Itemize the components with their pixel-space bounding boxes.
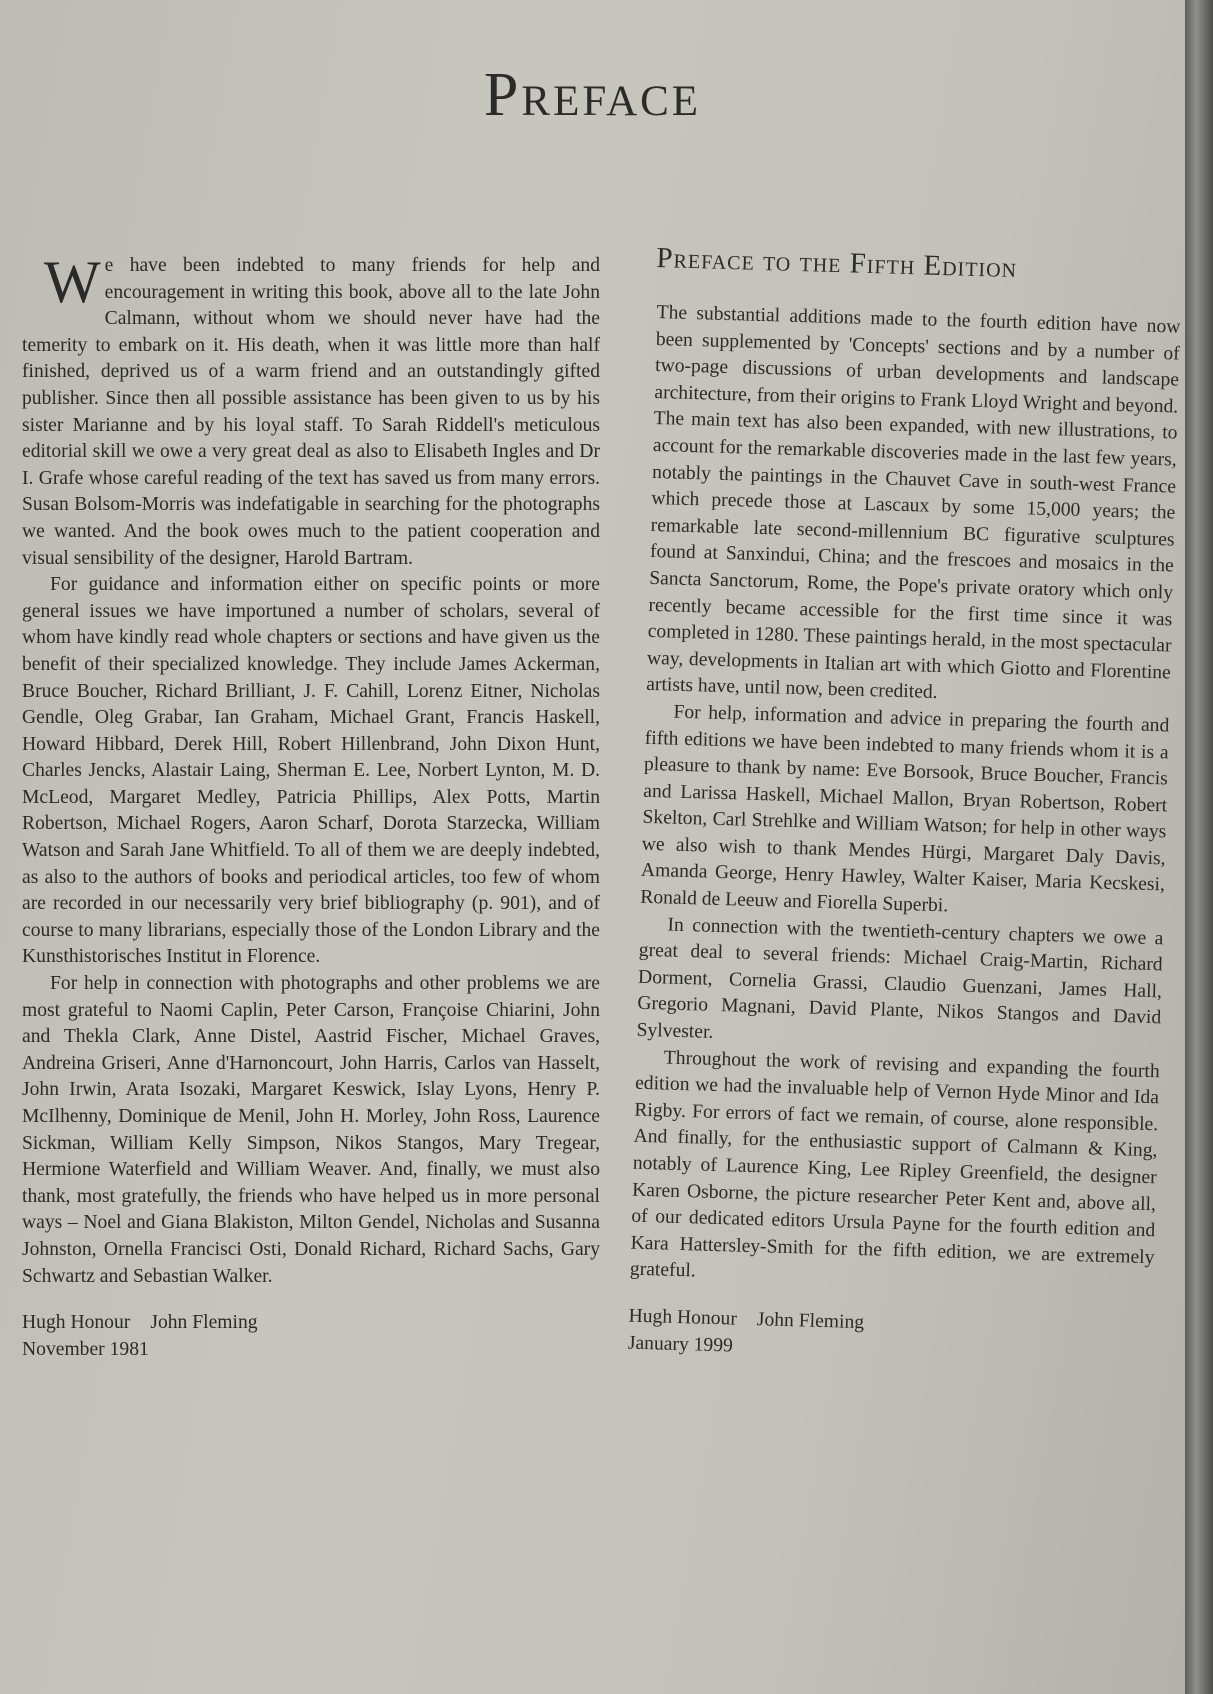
preface-paragraph-2: For guidance and information either on specific points or more general issues we have importuned a number of scholars, several of whom have kindly read whole chapters or sections and have given us the benefit of their specialized knowledge. They include James Ackerman, Bruce Boucher, Richard Brilliant, J. F. Cahill, Lorenz Eitner, Nicholas Gendle, Oleg Grabar, Ian Graham, Michael Grant, Francis Haskell, Howard Hibbard, Derek Hill, Robert Hillenbrand, John Dixon Hunt, Charles Jencks, Alastair Laing, Sherman E. Lee, Norbert Lynton, M. D. McLeod, Margaret Medley, Patricia Phillips, Alex Potts, Martin Robertson, Michael Rogers, Aaron Scharf, Dorota Starzecka, William Watson and Sarah Jane Whitfield. To all of them we are deeply indebted, as also to the authors of books and periodical articles, too few of whom are recorded in our necessarily very brief bibliography (p. 901), and of course to many librarians, especially those of the London Library and the Kunsthistorisches Institut in Florence.	[22, 574, 600, 968]
signature-author-2: John Fleming	[756, 1309, 865, 1334]
fifth-edition-paragraph-2: For help, information and advice in preparing the fourth and fifth editions we have been indebted to many friends whom it is a pleasure to thank by name: Eve Borsook, Bruce Boucher, Francis and Larissa Haskell, Michael Mallon, Bryan Robertson, Robert Skelton, Carl Strehlke and William Watson; for help in other ways we also wish to thank Mendes Hürgi, Margaret Daly Davis, Amanda George, Henry Hawley, Walter Kaiser, Maria Kecskesi, Ronald de Leeuw and Fiorella Superbi.	[640, 701, 1170, 917]
signature-author-1: Hugh Honour	[22, 1312, 131, 1334]
section-heading: Preface to the Fifth Edition	[656, 242, 1018, 285]
signature-author-1: Hugh Honour	[628, 1305, 738, 1330]
signature-date: November 1981	[22, 1338, 149, 1360]
preface-paragraph-1: We have been indebted to many friends for help and encouragement in writing this book, above all to the late John Calmann, without whom we should never have had the temerity to embark on it. His death, when it was little more than half finished, deprived us of a warm friend and an outstandingly gifted publisher. Since then all possible assistance has been given to us by his sister Marianne and by his loyal staff. To Sarah Riddell's meticulous editorial skill we owe a very great deal as also to Elisabeth Ingles and Dr I. Grafe whose careful reading of the text has saved us from many errors. Susan Bolsom-Morris was indefatigable in searching for the photographs we wanted. And the book owes much to the patient cooperation and visual sensibility of the designer, Harold Bartram.	[22, 249, 600, 569]
fifth-edition-signature	[627, 1304, 1152, 1372]
fifth-edition-column	[627, 300, 1180, 1371]
signature-date: January 1999	[627, 1332, 734, 1357]
preface-signature	[22, 1310, 600, 1363]
preface-column	[22, 249, 600, 1363]
signature-author-2: John Fleming	[150, 1312, 258, 1334]
fifth-edition-paragraph-4: Throughout the work of revising and expanding the fourth edition we had the invaluable help of Vernon Hyde Minor and Ida Rigby. For errors of fact we remain, of course, alone responsible. And finally, for the enthusiastic support of Calmann & King, notably of Laurence King, Lee Ripley Greenfield, the designer Karen Osborne, the picture researcher Peter Kent and, above all, of our dedicated editors Ursula Payne for the fourth edition and Kara Hattersley-Smith for the fifth edition, we are extremely grateful.	[629, 1047, 1160, 1282]
book-edge	[1185, 0, 1213, 1694]
fifth-edition-paragraph-3: In connection with the twentieth-century chapters we owe a great deal to several friends: Michael Craig-Martin, Richard Dorment, Cornelia Grassi, Claudio Guenzani, James Hall, Gregorio Magnani, David Plante, Nikos Stangos and David Sylvester.	[636, 914, 1164, 1043]
drop-cap: W	[44, 249, 101, 315]
page-title: Preface	[483, 61, 702, 129]
preface-paragraph-3: For help in connection with photographs and other problems we are most grateful to Naomi Caplin, Peter Carson, Françoise Chiarini, John and Thekla Clark, Anne Distel, Aastrid Fischer, Michael Graves, Andreina Griseri, Anne d'Harnoncourt, John Harris, Carlos van Hasselt, John Irwin, Arata Isozaki, Margaret Keswick, Islay Lyons, Henry P. McIlhenny, Dominique de Menil, John H. Morley, John Ross, Laurence Sickman, William Kelly Simpson, Nikos Stangos, Mary Tregear, Hermione Waterfield and William Weaver. And, finally, we must also thank, most gratefully, the friends who have helped us in more personal ways – Noel and Giana Blakiston, Milton Gendel, Nicholas and Susanna Johnston, Ornella Francisci Osti, Donald Richard, Richard Sachs, Gary Schwartz and Sebastian Walker.	[22, 973, 600, 1287]
fifth-edition-paragraph-1: The substantial additions made to the fourth edition have now been supplemented by 'Concepts' sections and by a number of two-page discussions of urban developments and landscape architecture, from their origins to Frank Lloyd Wright and beyond. The main text has also been expanded, with new illustrations, to account for the remarkable discoveries made in the last few years, notably the paintings in the Chauvet Cave in south-west France which precede those at Lascaux by some 15,000 years; the remarkable late second-millennium BC figurative sculptures found at Sanxindui, China; and the frescoes and mosaics in the Sancta Sanctorum, Rome, the Pope's private oratory which only recently became accessible for the first time since it was completed in 1280. These paintings herald, in the most spectacular way, developments in Italian art with which Giotto and Florentine artists have, until now, been credited.	[645, 301, 1181, 704]
